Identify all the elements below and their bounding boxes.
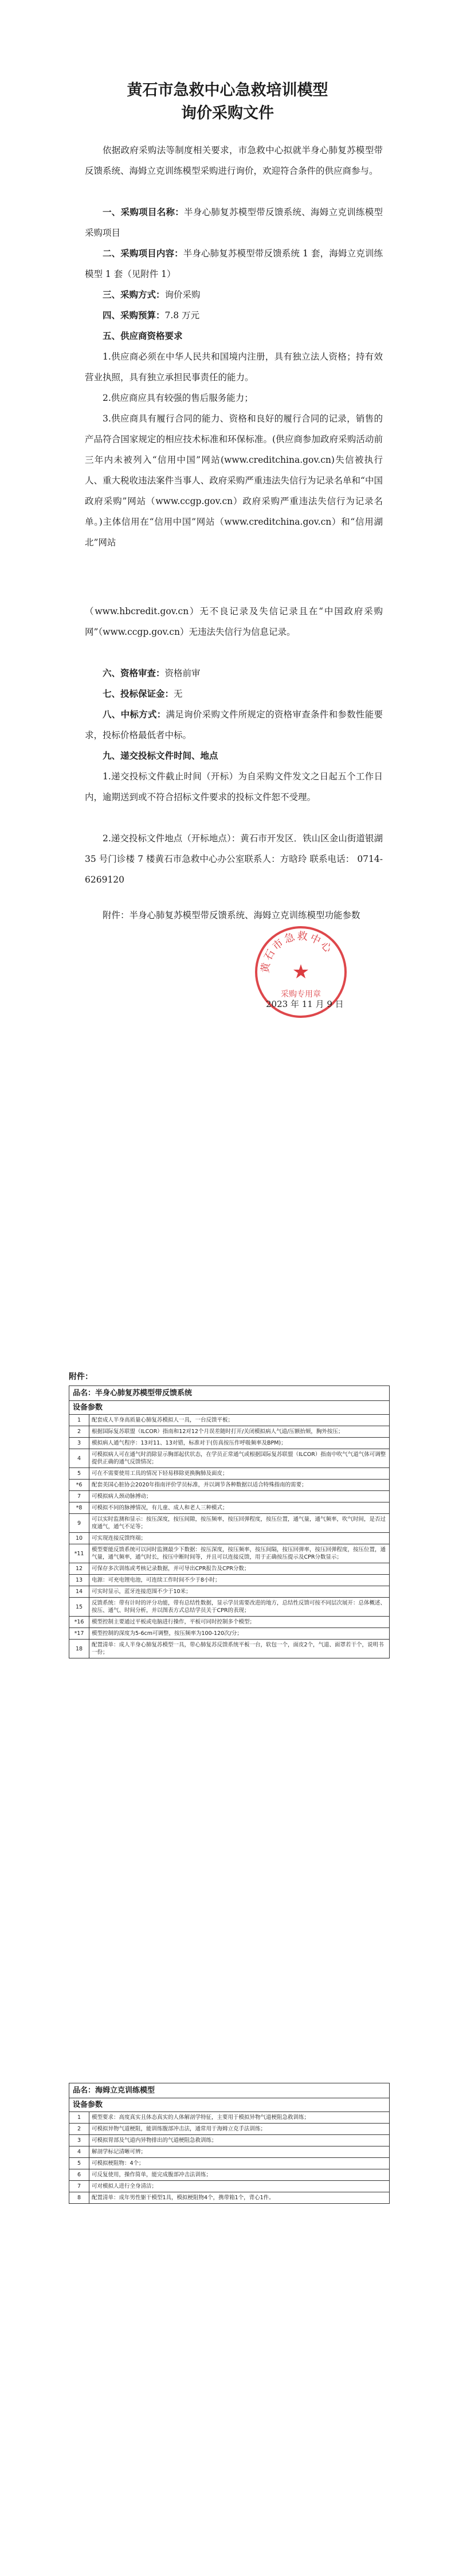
qualification-2: 2.供应商应具有较强的售后服务能力；: [103, 393, 253, 403]
table-2-title: 品名：海姆立克训练模型: [69, 2083, 390, 2098]
section-4: [85, 305, 383, 326]
row-number: *6: [69, 1480, 89, 1491]
row-text: 模型要求：高度真实且体态真实的人体解剖学特征，主要用于模拟异物气道梗阻急救训练；: [89, 2112, 390, 2124]
table-row: [69, 1415, 390, 1426]
table-row: [69, 1491, 390, 1502]
row-text: 可模拟不同的脉搏情况，有儿童、成人和老人三种模式；: [89, 1502, 390, 1514]
table-row: [69, 2158, 390, 2169]
table-1-title: 品名：半身心肺复苏模型带反馈系统: [69, 1386, 390, 1401]
row-text: 可对模拟人进行全身清洁；: [89, 2181, 390, 2192]
section-1-text: 半身心肺复苏模型带反馈系统、海姆立克训练模型采购项目: [85, 207, 383, 238]
row-number: 3: [69, 1438, 89, 1449]
table-row: [69, 1617, 390, 1628]
row-number: 10: [69, 1533, 89, 1544]
row-number: 15: [69, 1598, 89, 1617]
row-text: 可以实时监测和显示：按压深度，按压间隙，按压频率，按压回弹程度，按压位置，通气量，通气频率，吹气时间，是否过度通气，通气不足等；: [89, 1514, 390, 1533]
row-text: 可模拟病人颈动脉搏动；: [89, 1491, 390, 1502]
delivery-1: 1.递交投标文件截止时间（开标）为自采购文件发文之日起五个工作日内，逾期送到或不符合招标文件要求的投标文件恕不受理。: [85, 771, 383, 802]
row-text: 配套成人半身高质量心肺复苏模拟人一具，一台反馈平板；: [89, 1415, 390, 1426]
table-row: [69, 1468, 390, 1480]
section-7-text: 无: [174, 689, 183, 699]
table-row: [69, 2146, 390, 2158]
row-text: 反馈系统：带有计时的评分功能，带有总结性数据，显示学员需要改进的地方，总结性反馈可按不同层次展开：总体概述、按压、通气、时间分析，并以图表方式总结学员关于CPR的表现；: [89, 1598, 390, 1617]
row-text: 配置清单：成人半身心肺复苏模型一具，带心肺复苏反馈系统平板一台，软包一个，面皮2个，气道、面罩若干个，说明书一份；: [89, 1640, 390, 1658]
section-3-label: 三、采购方式：: [103, 289, 165, 300]
svg-text:★: ★: [292, 961, 310, 983]
row-text: 模型要能反馈系统可以同时监测最少下数据：按压深度，按压频率，按压间隔，按压回弹率，按压回弹程度，按压位置，通气量，通气频率，通气时长，按压中断时间等，并且可以连接反馈，用于正确按压提示及CPR分数显示；: [89, 1544, 390, 1563]
row-text: 电源：可充电锂电池，可连续工作时间不少于8小时；: [89, 1575, 390, 1586]
row-number: 5: [69, 2158, 89, 2169]
section-7: [85, 684, 383, 704]
row-number: 1: [69, 1415, 89, 1426]
qualification-3-continued: （www.hbcredit.gov.cn）无不良记录及失信记录且在“中国政府采购网”（www.ccgp.gov.cn）无违法失信行为信息记录。: [85, 606, 383, 637]
section-4-label: 四、采购预算：: [103, 310, 165, 321]
seal-center-text: 采购专用章: [281, 990, 321, 999]
table-row: [69, 1628, 390, 1640]
section-7-label: 七、投标保证金：: [103, 688, 174, 699]
row-number: 7: [69, 1491, 89, 1502]
section-5-heading: 五、供应商资格要求: [103, 330, 183, 341]
row-number: 14: [69, 1586, 89, 1598]
section-3-text: 询价采购: [164, 290, 201, 300]
row-text: 配置清单：成年男性躯干模型1具，模拟梗阻物4个，携带箱1个，背心1件。: [89, 2192, 390, 2204]
table-row: [69, 2135, 390, 2146]
row-number: 1: [69, 2112, 89, 2124]
row-text: 可保存多次训练或考核记录数据，并可导出CPR报告及CPR分数；: [89, 1563, 390, 1575]
row-number: *16: [69, 1617, 89, 1628]
row-number: 4: [69, 2146, 89, 2158]
table-1-subtitle: 设备参数: [69, 1401, 390, 1415]
row-number: 8: [69, 2192, 89, 2204]
table-row: [69, 1575, 390, 1586]
row-text: 模拟病人通气程序：13对11、13对错，标准对于(仿真按压作呼吸频率及BPM)；: [89, 1438, 390, 1449]
row-text: 可反复使用，操作简单，能完成腹部冲击法训练；: [89, 2169, 390, 2181]
table-row: [69, 1544, 390, 1563]
table-row: [69, 1563, 390, 1575]
table-row: [69, 2112, 390, 2124]
row-text: 可实时显示，蓝牙连接范围不少于10米；: [89, 1586, 390, 1598]
row-text: 配套美国心脏协会2020年指南评价学员标准，并以调节各种数据以适合特殊指南的需要；: [89, 1480, 390, 1491]
table-row: [69, 2169, 390, 2181]
attachment-note: 附件：半身心肺复苏模型带反馈系统、海姆立克训练模型功能参数: [103, 910, 360, 920]
row-text: 解剖学标记清晰可辨；: [89, 2146, 390, 2158]
row-number: 12: [69, 1563, 89, 1575]
section-4-text: 7.8 万元: [164, 310, 200, 321]
table-row: [69, 1533, 390, 1544]
row-number: 13: [69, 1575, 89, 1586]
section-6-text: 资格前审: [164, 668, 201, 678]
table-row: [69, 1598, 390, 1617]
qualification-1: 1.供应商必须在中华人民共和国境内注册，具有独立法人资格；持有效营业执照，具有独立承担民事责任的能力。: [85, 352, 383, 383]
row-number: *8: [69, 1502, 89, 1514]
row-text: 模型控制主要通过平板或电脑进行操作，平板可同时控制多个模型；: [89, 1617, 390, 1628]
qualification-3: 3.供应商具有履行合同的能力、资格和良好的履行合同的记录，销售的产品符合国家规定的相应技术标准和环保标准。(供应商参加政府采购活动前三年内未被列入“信用中国”网站(www.creditchina.gov.cn)失信被执行人、重大税收违法案件当事人、政府采购严重违法失信行为记录名单和“中国政府采购”网站（www.ccgp.gov.cn）政府采购严重违法失信行为记录名单。)主体信用在“信用中国”网站（www.creditchina.gov.cn）和“信用湖北”网站: [85, 413, 383, 548]
doc-title-line2: 询价采购文件: [181, 104, 274, 122]
table-2-subtitle: 设备参数: [69, 2098, 390, 2112]
table-row: [69, 1438, 390, 1449]
section-1-label: 一、采购项目名称：: [103, 206, 185, 217]
row-number: 18: [69, 1640, 89, 1658]
row-number: 9: [69, 1514, 89, 1533]
section-3: [85, 284, 383, 305]
row-number: *17: [69, 1628, 89, 1640]
row-number: 7: [69, 2181, 89, 2192]
table-row: [69, 1640, 390, 1658]
table-row: [69, 1449, 390, 1468]
row-number: 4: [69, 1449, 89, 1468]
table-row: [69, 1586, 390, 1598]
table-row: [69, 1480, 390, 1491]
row-number: 6: [69, 2169, 89, 2181]
annex-table-1: [69, 1371, 390, 1658]
section-6-label: 六、资格审查：: [103, 668, 165, 678]
section-2-text: 半身心肺复苏模型带反馈系统 1 套，海姆立克训练模型 1 套（见附件 1）: [85, 248, 383, 279]
section-8: [85, 704, 383, 746]
row-number: 5: [69, 1468, 89, 1480]
table-row: [69, 2124, 390, 2135]
row-number: 3: [69, 2135, 89, 2146]
section-6: [85, 663, 383, 684]
table-row: [69, 2181, 390, 2192]
seal-ring-text: 黄石市急救中心: [259, 930, 335, 974]
row-text: 模型控制的深度为5-6cm可调整，按压频率为100-120次/分；: [89, 1628, 390, 1640]
row-number: 2: [69, 1426, 89, 1438]
section-9-heading: 九、递交投标文件时间、地点: [103, 750, 218, 761]
annex-table-2: [69, 2083, 390, 2204]
annex-label: 附件：: [69, 1372, 93, 1381]
row-text: 可模拟病人可在通气时消除显示胸部起伏状态，在学员正常通气或根据国际复苏联盟（ILCOR）指南中吹气气道气体可调整提供正确的通气反馈情况；: [89, 1449, 390, 1468]
section-8-text: 满足询价采购文件所规定的资格审查条件和参数性能要求，投标价格最低者中标。: [85, 709, 383, 740]
section-1: [85, 202, 383, 243]
section-2: [85, 243, 383, 284]
intro-paragraph: 依据政府采购法等制度相关要求，市急救中心拟就半身心肺复苏模型带反馈系统、海姆立克训练模型采购进行询价，欢迎符合条件的供应商参与。: [85, 145, 383, 176]
delivery-2: 2.递交投标文件地点（开标地点）：黄石市开发区．铁山区金山街道银湖 35 号门诊楼 7 楼黄石市急救中心办公室联系人：方晗玲 联系电话： 0714-6269120: [85, 833, 383, 885]
row-text: 根据国际复苏联盟（ILCOR）指南和12对12个月误差随时打开/关闭模拟病人气道/压额抬颏，胸外按压；: [89, 1426, 390, 1438]
table-row: [69, 2192, 390, 2204]
row-text: 可模拟梗阻物：4个；: [89, 2158, 390, 2169]
section-2-label: 二、采购项目内容：: [103, 248, 183, 259]
row-text: 可模拟异物气道梗阻，能训练腹部冲击法，通常用于海姆立克手法训练；: [89, 2124, 390, 2135]
table-row: [69, 1514, 390, 1533]
section-8-label: 八、中标方式：: [103, 709, 166, 720]
row-text: 可实现连接反馈终端；: [89, 1533, 390, 1544]
row-text: 可在不需要使用工具的情况下轻易移除更换胸肺及面皮；: [89, 1468, 390, 1480]
table-row: [69, 1426, 390, 1438]
row-text: 可模拟胃部及气道内异物排出的气道梗阻急救训练；: [89, 2135, 390, 2146]
table-row: [69, 1502, 390, 1514]
row-number: 2: [69, 2124, 89, 2135]
row-number: *11: [69, 1544, 89, 1563]
doc-title-line1: 黄石市急救中心急救培训模型: [127, 81, 328, 99]
issue-date: 2023 年 11 月 9 日: [266, 999, 344, 1009]
